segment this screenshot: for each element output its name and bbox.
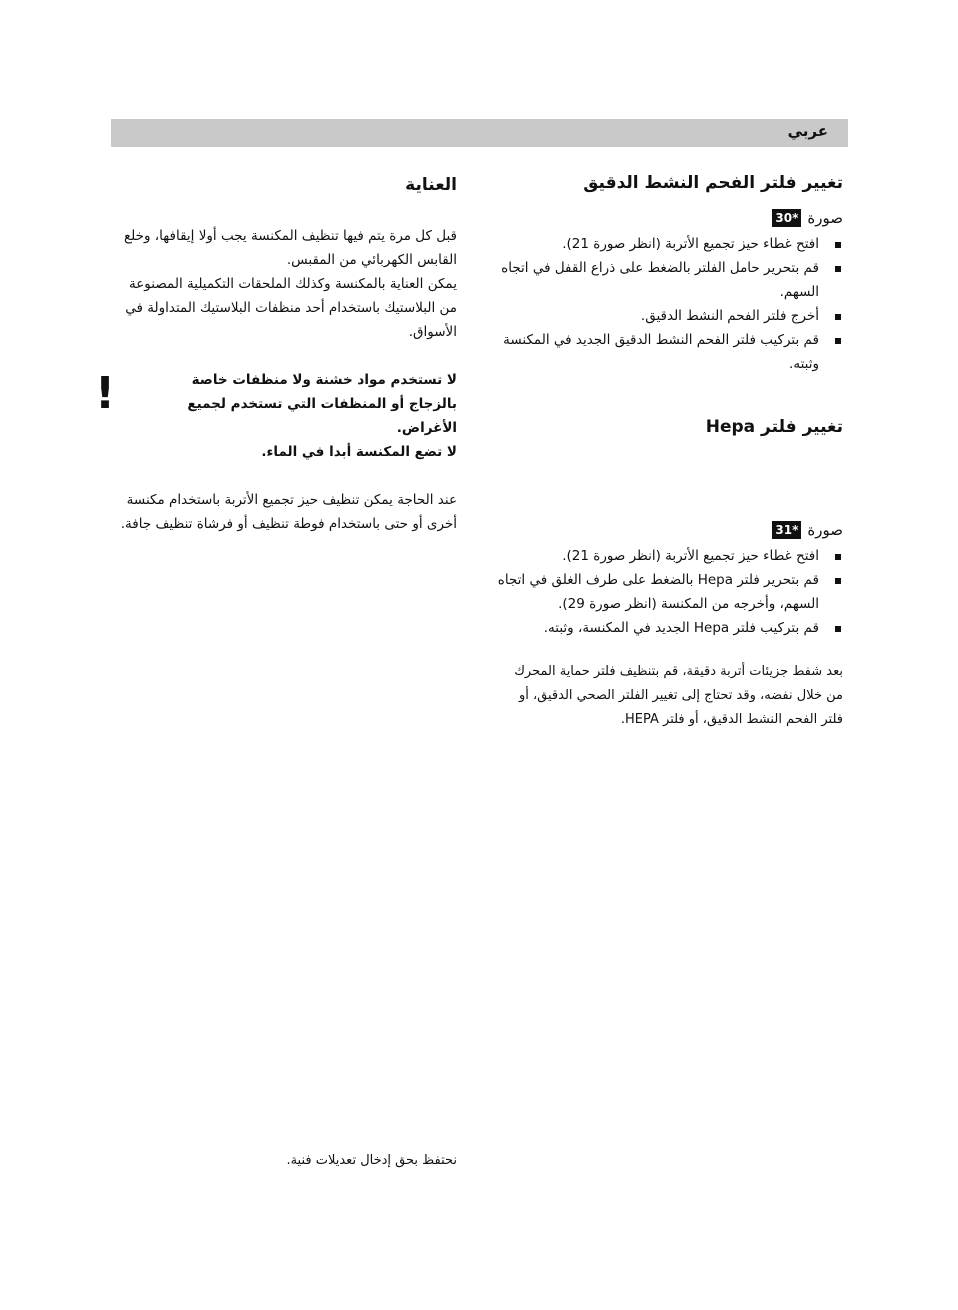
left-column: [95, 172, 457, 536]
warning-icon: !: [95, 368, 116, 419]
list-item: قم بتحرير فلتر Hepa بالضغط على طرف الغلق في اتجاه السهم، وأخرجه من المكنسة (انظر صورة 29).: [495, 568, 843, 616]
figure-31-label: صورة 31*: [495, 518, 843, 542]
warning-text-2: لا تضع المكنسة أبدا في الماء.: [261, 444, 457, 460]
warning-text-1: لا تستخدم مواد خشنة ولا منظفات خاصة بالزجاج أو المنظفات التي تستخدم لجميع الأغراض.: [187, 372, 457, 436]
figure-30-label: صورة 30*: [495, 206, 843, 230]
hepa-filter-title: تغيير فلتر Hepa: [705, 417, 843, 437]
hepa-steps-list: [495, 544, 843, 640]
filter-note: بعد شفط جزيئات أتربة دقيقة، قم بتنظيف فلتر حماية المحرك من خلال نفضه، وقد تحتاج إلى تغيير الفلتر الصحي الدقيق، أو فلتر الفحم النشط الدقيق، أو فلتر HEPA.: [514, 664, 843, 727]
care-plastic: يمكن العناية بالمكنسة وكذلك الملحقات التكميلية المصنوعة من البلاستيك باستخدام أحد منظفات البلاستيك المتداولة في الأسواق.: [125, 276, 457, 340]
charcoal-filter-title: تغيير فلتر الفحم النشط الدقيق: [583, 173, 843, 193]
figure-30-badge: 30*: [772, 209, 801, 227]
list-item: أخرج فلتر الفحم النشط الدقيق.: [495, 304, 843, 328]
charcoal-steps-list: [495, 232, 843, 376]
care-intro: قبل كل مرة يتم فيها تنظيف المكنسة يجب أولا إيقافها، وخلع القابس الكهربائي من المقبس.: [124, 228, 457, 268]
language-label: عربي: [787, 122, 828, 140]
language-header-bar: [111, 119, 848, 147]
list-item: قم بتركيب فلتر Hepa الجديد في المكنسة، وثبته.: [495, 616, 843, 640]
dust-compartment-text: عند الحاجة يمكن تنظيف حيز تجميع الأتربة باستخدام مكنسة أخرى أو حتى باستخدام فوطة تنظيف أو فرشاة تنظيف جافة.: [120, 492, 457, 532]
right-column: [495, 170, 843, 732]
list-item: قم بتحرير حامل الفلتر بالضغط على ذراع القفل في اتجاه السهم.: [495, 256, 843, 304]
figure-31-badge: 31*: [772, 521, 801, 539]
list-item: افتح غطاء حيز تجميع الأتربة (انظر صورة 21).: [495, 232, 843, 256]
list-item: افتح غطاء حيز تجميع الأتربة (انظر صورة 21).: [495, 544, 843, 568]
footer-note: نحتفظ بحق إدخال تعديلات فنية.: [286, 1153, 457, 1168]
list-item: قم بتركيب فلتر الفحم النشط الدقيق الجديد في المكنسة وثبته.: [495, 328, 843, 376]
care-title: العناية: [405, 175, 457, 195]
warning-block: [95, 368, 457, 464]
